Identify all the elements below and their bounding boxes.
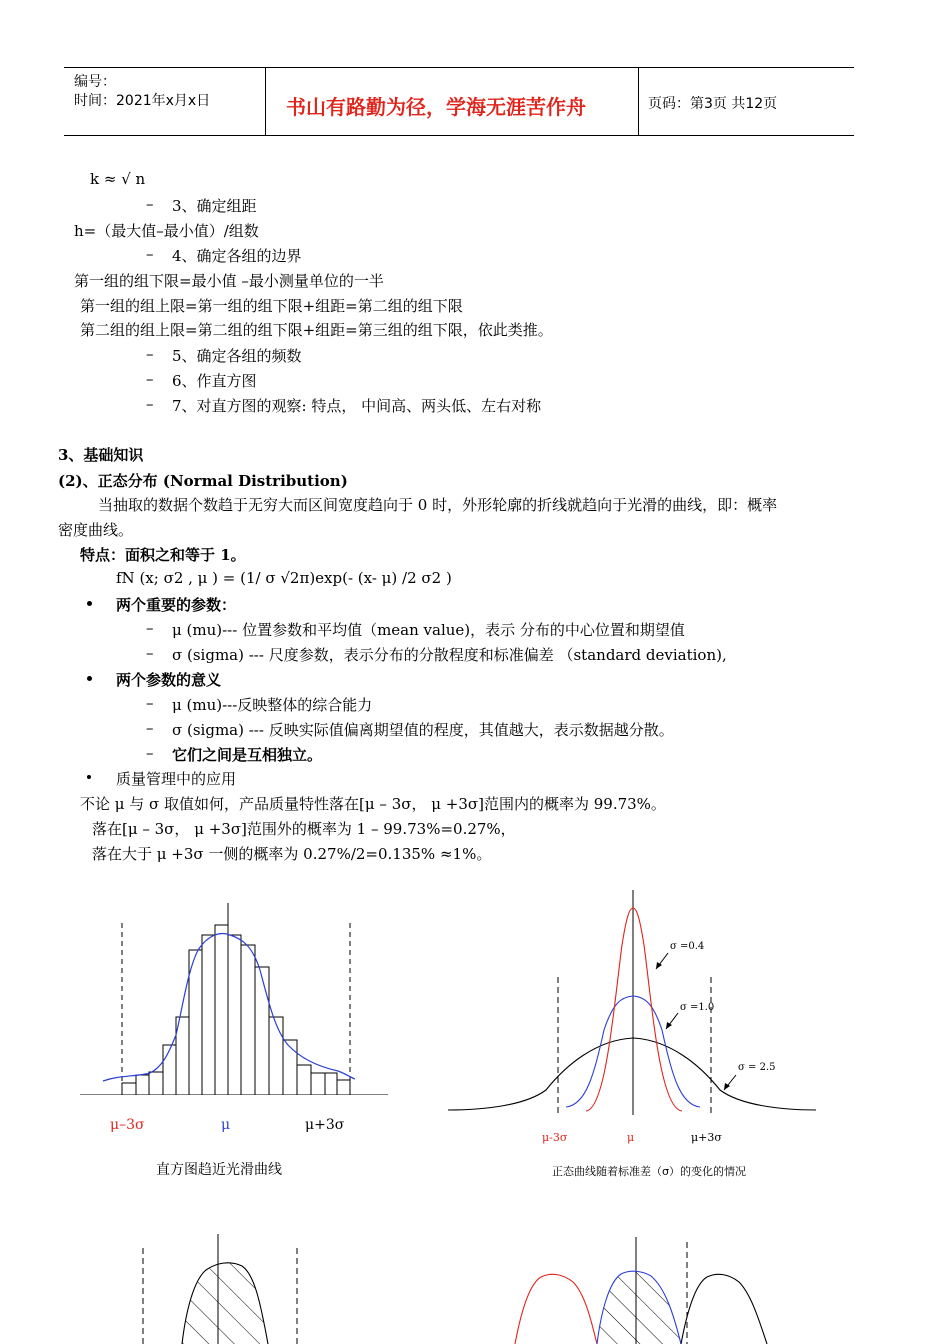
fig2-caption: 正态曲线随着标准差（σ）的变化的情况 bbox=[552, 1165, 746, 1178]
header-motto: 书山有路勤为径，学海无涯苦作舟 bbox=[286, 95, 586, 119]
label-sigma-0-4: σ =0.4 bbox=[670, 941, 705, 952]
meaning-sigma: σ (sigma) --- 反映实际值偏离期望值的程度，其值越大，表示数据越分散。 bbox=[172, 721, 674, 739]
dash-marker: – bbox=[146, 744, 154, 762]
label-sigma-1-0: σ =1.0 bbox=[680, 1002, 715, 1013]
hist-bar bbox=[325, 1073, 337, 1095]
step-5: 5、确定各组的频数 bbox=[172, 347, 302, 365]
bullet-two-params: 两个重要的参数： bbox=[116, 596, 237, 614]
doc-time-label: 时间：2021年x月x日 bbox=[74, 93, 211, 109]
fig1-label-mu: μ bbox=[221, 1117, 231, 1133]
step-6: 6、作直方图 bbox=[172, 372, 257, 390]
hist-bar bbox=[215, 925, 228, 1095]
hist-bar bbox=[122, 1083, 136, 1095]
param-mu: μ (mu)--- 位置参数和平均值（mean value)，表示 分布的中心位置和期望值 bbox=[172, 621, 685, 639]
meaning-mu: μ (mu)---反映整体的综合能力 bbox=[172, 696, 373, 714]
arrow-head-icon bbox=[666, 1022, 672, 1029]
feature-line: 特点：面积之和等于 1。 bbox=[80, 546, 246, 564]
prob-line-1: 不论 μ 与 σ 取值如何，产品质量特性落在[μ – 3σ， μ +3σ]范围内的概率为 99.73%。 bbox=[80, 795, 666, 813]
header-divider-1 bbox=[265, 67, 266, 136]
dash-marker: – bbox=[146, 245, 154, 263]
hist-bar bbox=[149, 1072, 163, 1095]
independence-note: 它们之间是互相独立。 bbox=[172, 746, 323, 764]
dash-marker: – bbox=[146, 345, 154, 363]
param-sigma: σ (sigma) --- 尺度参数，表示分布的分散程度和标准偏差 （standard deviation), bbox=[172, 646, 727, 664]
hist-bar bbox=[202, 935, 215, 1095]
boundary-line-2: 第一组的组上限=第一组的组下限+组距=第二组的组下限 bbox=[80, 297, 463, 315]
bullet-quality-app: 质量管理中的应用 bbox=[116, 770, 237, 788]
step-4: 4、确定各组的边界 bbox=[172, 247, 302, 265]
page-number-label: 页码：第3页 共12页 bbox=[648, 96, 778, 112]
smooth-curve bbox=[103, 934, 355, 1081]
hist-bar bbox=[269, 1017, 283, 1095]
fig2-label-mu: μ bbox=[627, 1131, 635, 1144]
fig2-label-plus3sigma: μ+3σ bbox=[691, 1131, 722, 1144]
hist-bar bbox=[228, 935, 241, 1095]
boundary-line-3: 第二组的组上限=第二组的组下限+组距=第三组的组下限，依此类推。 bbox=[80, 321, 553, 339]
dash-marker: – bbox=[146, 195, 154, 213]
density-formula: fN (x; σ2 , μ ) = (1/ σ √2π)exp(- (x- μ) /2 σ2 ) bbox=[116, 569, 452, 587]
dash-marker: – bbox=[146, 719, 154, 737]
hatched-curve-figure bbox=[120, 1230, 320, 1344]
interval-formula: h=（最大值–最小值）/组数 bbox=[74, 222, 259, 240]
dash-marker: – bbox=[146, 619, 154, 637]
curve-right-black bbox=[681, 1274, 767, 1344]
step-7: 7、对直方图的观察: 特点， 中间高、两头低、左右对称 bbox=[172, 397, 542, 415]
histogram-figure bbox=[70, 895, 400, 1095]
hist-bar bbox=[337, 1080, 350, 1095]
hatched-area bbox=[593, 1262, 688, 1344]
header-top-rule bbox=[64, 67, 854, 68]
hist-bar bbox=[241, 945, 255, 1095]
prob-line-2: 落在[μ – 3σ， μ +3σ]范围外的概率为 1 – 99.73%=0.27%， bbox=[92, 820, 516, 838]
hist-bar bbox=[311, 1073, 325, 1095]
bullet-icon bbox=[87, 775, 91, 779]
curve-sigma-2-5 bbox=[448, 1038, 816, 1110]
fig1-label-plus3sigma: μ+3σ bbox=[305, 1117, 345, 1133]
header-bottom-rule bbox=[64, 135, 854, 136]
section-heading: 3、基础知识 bbox=[58, 446, 144, 464]
sigma-curves-figure bbox=[446, 885, 818, 1115]
fig2-label-minus3sigma: μ-3σ bbox=[542, 1131, 568, 1144]
fig1-label-minus3sigma: μ–3σ bbox=[110, 1117, 145, 1133]
hist-bar bbox=[283, 1040, 297, 1095]
arrow-head-icon bbox=[656, 962, 662, 969]
dash-marker: – bbox=[146, 370, 154, 388]
doc-number-label: 编号： bbox=[74, 74, 116, 90]
dash-marker: – bbox=[146, 395, 154, 413]
paragraph-line-1: 当抽取的数据个数趋于无穷大而区间宽度趋向于 0 时，外形轮廓的折线就趋向于光滑的曲线，即：概率 bbox=[98, 496, 778, 514]
bullet-icon bbox=[87, 601, 92, 606]
header-divider-2 bbox=[638, 67, 639, 136]
label-sigma-2-5: σ = 2.5 bbox=[738, 1062, 776, 1073]
paragraph-line-2: 密度曲线。 bbox=[58, 521, 134, 539]
hist-bar bbox=[163, 1045, 176, 1095]
curve-left-red bbox=[515, 1274, 597, 1344]
fig1-caption: 直方图趋近光滑曲线 bbox=[156, 1162, 282, 1178]
step-3: 3、确定组距 bbox=[172, 197, 257, 215]
curve-sigma-0-4 bbox=[586, 908, 682, 1111]
hatched-area bbox=[170, 1250, 280, 1344]
shifted-curves-figure bbox=[505, 1232, 795, 1344]
dash-marker: – bbox=[146, 694, 154, 712]
hist-bar bbox=[297, 1065, 311, 1095]
hist-bar bbox=[255, 967, 269, 1095]
dash-marker: – bbox=[146, 644, 154, 662]
section-subheading: (2)、正态分布 (Normal Distribution) bbox=[58, 472, 348, 490]
k-formula: k ≈ √ n bbox=[90, 170, 146, 188]
hist-bar bbox=[136, 1075, 149, 1095]
boundary-line-1: 第一组的组下限=最小值 –最小测量单位的一半 bbox=[74, 272, 384, 290]
hist-bar bbox=[189, 950, 202, 1095]
prob-line-3: 落在大于 μ +3σ 一侧的概率为 0.27%/2=0.135% ≈1%。 bbox=[92, 845, 492, 863]
bullet-param-meaning: 两个参数的意义 bbox=[116, 671, 222, 689]
bullet-icon bbox=[87, 676, 92, 681]
